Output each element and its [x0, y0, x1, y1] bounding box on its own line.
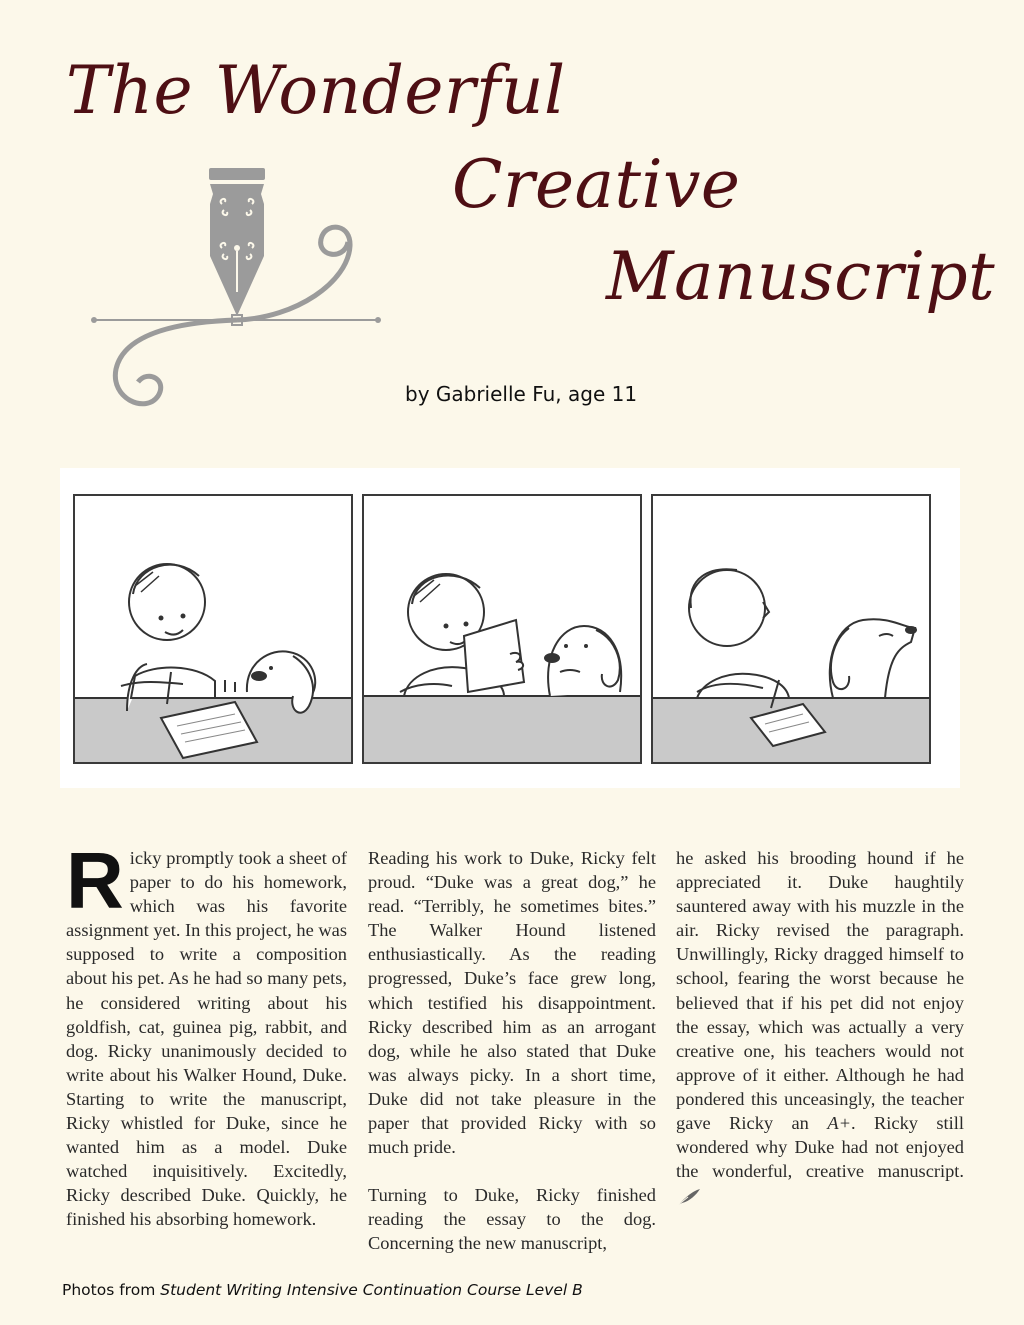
article-paragraph: [676, 846, 964, 1207]
article-column-2: [368, 846, 656, 1256]
byline: by Gabrielle Fu, age 11: [405, 382, 638, 406]
comic-strip: [60, 468, 960, 788]
title-line-1: The Wonderful: [66, 52, 566, 129]
quill-icon: [676, 1187, 702, 1207]
column-3-text-a: he asked his brooding hound if he appreciated it. Duke haughtily sauntered away with his muzzle in the air. Ricky revised the paragraph. Unwillingly, Ricky dragged himself to school, fearing the worst because he believed that if his pet did not enjoy the essay, which was actually a very creative one, his teachers would not approve of it either. Although he had pondered this unceasingly, the teacher gave Ricky an: [676, 848, 964, 1134]
photo-credit-source: Student Writing Intensive Continuation Course Level B: [160, 1281, 583, 1299]
photo-credit: [62, 1281, 583, 1299]
article-paragraph: Reading his work to Duke, Ricky felt proud. “Duke was a great dog,” he read. “Terribly, he sometimes bites.” The Walker Hound listened enthusiastically. As the reading progressed, Duke’s face grew long, which testified his disappointment. Ricky described him as an arrogant dog, while he also stated that Duke was always picky. In a short time, Duke did not take pleasure in the paper that provided Ricky with so much pride.: [368, 848, 656, 1158]
photo-credit-prefix: Photos from: [62, 1281, 156, 1299]
fountain-pen-ornament-icon: [86, 164, 386, 416]
column-3-text-b: . Ricky still wondered why Duke had not enjoyed the wonderful, creative manuscript.: [676, 1113, 964, 1182]
comic-panel-2: [362, 494, 642, 764]
column-1-text: icky promptly took a sheet of paper to do his homework, which was his favorite assignment yet. In this project, he was supposed to write a composition about his pet. As he had so many pets, he considered writing about his goldfish, cat, guinea pig, rabbit, and dog. Ricky unanimously decided to write about his Walker Hound, Duke. Starting to write the manuscript, Ricky whistled for Duke, since he wanted him as a model. Duke watched inquisitively. Excitedly, Ricky described Duke. Quickly, he finished his absorbing homework.: [66, 848, 347, 1230]
drop-cap: R: [66, 836, 124, 925]
article-paragraph: [66, 836, 347, 1232]
grade-mark: A+: [827, 1113, 851, 1134]
title-line-2: Creative: [452, 146, 741, 223]
article-column-3: [676, 846, 964, 1207]
article-column-1: [66, 836, 347, 1232]
comic-panel-1: [73, 494, 353, 764]
title-line-3: Manuscript: [606, 238, 996, 315]
article-paragraph: Turning to Duke, Ricky finished reading the essay to the dog. Concerning the new manuscript,: [368, 1185, 656, 1254]
comic-panel-3: [651, 494, 931, 764]
